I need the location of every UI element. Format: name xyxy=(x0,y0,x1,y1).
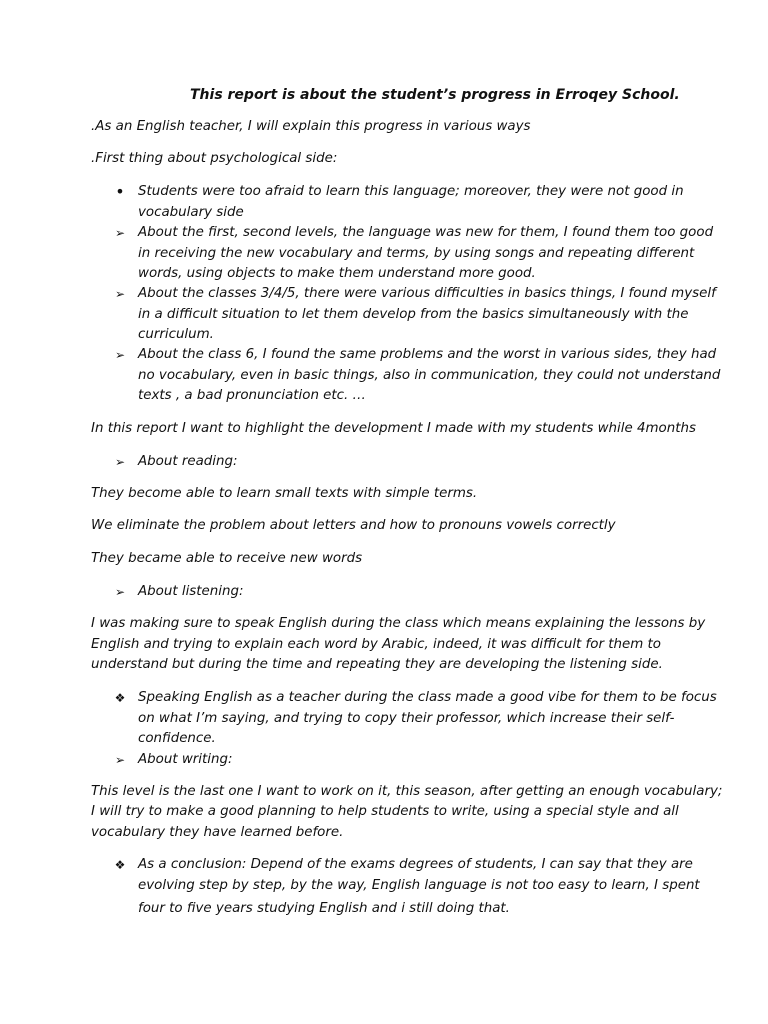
list-item-line: About the classes 3/4/5, there were various difficulties in basics things, I found myself xyxy=(138,286,716,301)
list-item-line: curriculum. xyxy=(138,327,214,342)
paragraph-line: I was making sure to speak English during the class which means explaining the lessons by xyxy=(91,616,706,631)
arrow-bullet-icon: ➢ xyxy=(114,348,126,362)
reading-paragraph: We eliminate the problem about letters and how to pronouns vowels correctly xyxy=(91,518,616,533)
diamond-bullet-icon: ❖ xyxy=(114,858,126,872)
writing-heading: About writing: xyxy=(138,752,233,767)
paragraph-line: English and trying to explain each word by Arabic, indeed, it was difficult for them to xyxy=(91,637,661,652)
dot-bullet-icon: • xyxy=(115,182,125,201)
arrow-bullet-icon: ➢ xyxy=(114,753,126,767)
list-item-line: vocabulary side xyxy=(138,205,244,220)
list-item-line: Speaking English as a teacher during the class made a good vibe for them to be focus xyxy=(138,690,717,705)
arrow-bullet-icon: ➢ xyxy=(114,455,126,469)
listening-heading: About listening: xyxy=(138,584,244,599)
development-paragraph: In this report I want to highlight the development I made with my students while 4months xyxy=(91,421,696,436)
reading-paragraph: They became able to receive new words xyxy=(91,551,363,566)
list-item-line: As a conclusion: Depend of the exams degrees of students, I can say that they are xyxy=(138,857,693,872)
list-item-line: Students were too afraid to learn this language; moreover, they were not good in xyxy=(138,184,684,199)
arrow-bullet-icon: ➢ xyxy=(114,287,126,301)
list-item-line: in a difficult situation to let them develop from the basics simultaneously with the xyxy=(138,307,689,322)
intro-paragraph: .As an English teacher, I will explain this progress in various ways xyxy=(91,119,531,134)
psychological-heading: .First thing about psychological side: xyxy=(91,151,338,166)
paragraph-line: I will try to make a good planning to help students to write, using a special style and all xyxy=(91,804,679,819)
list-item-line: evolving step by step, by the way, English language is not too easy to learn, I spent xyxy=(138,878,700,893)
list-item-line: on what I’m saying, and trying to copy their professor, which increase their self- xyxy=(138,711,675,726)
list-item-line: four to five years studying English and i still doing that. xyxy=(138,901,510,916)
list-item-line: About the first, second levels, the language was new for them, I found them too good xyxy=(138,225,714,240)
reading-paragraph: They become able to learn small texts with simple terms. xyxy=(91,486,478,501)
list-item-line: texts , a bad pronunciation etc. … xyxy=(138,388,366,403)
list-item-line: confidence. xyxy=(138,731,216,746)
diamond-bullet-icon: ❖ xyxy=(114,691,126,705)
paragraph-line: understand but during the time and repeating they are developing the listening side. xyxy=(91,657,663,672)
reading-heading: About reading: xyxy=(138,454,238,469)
list-item-line: About the class 6, I found the same problems and the worst in various sides, they had xyxy=(138,347,717,362)
paragraph-line: This level is the last one I want to work on it, this season, after getting an enough vocabulary; xyxy=(91,784,723,799)
paragraph-line: vocabulary they have learned before. xyxy=(91,825,344,840)
arrow-bullet-icon: ➢ xyxy=(114,585,126,599)
list-item-line: no vocabulary, even in basic things, also in communication, they could not understand xyxy=(138,368,721,383)
list-item-line: words, using objects to make them understand more good. xyxy=(138,266,536,281)
list-item-line: in receiving the new vocabulary and terms, by using songs and repeating different xyxy=(138,246,695,261)
report-title: This report is about the student’s progress in Erroqey School. xyxy=(190,87,680,103)
arrow-bullet-icon: ➢ xyxy=(114,226,126,240)
